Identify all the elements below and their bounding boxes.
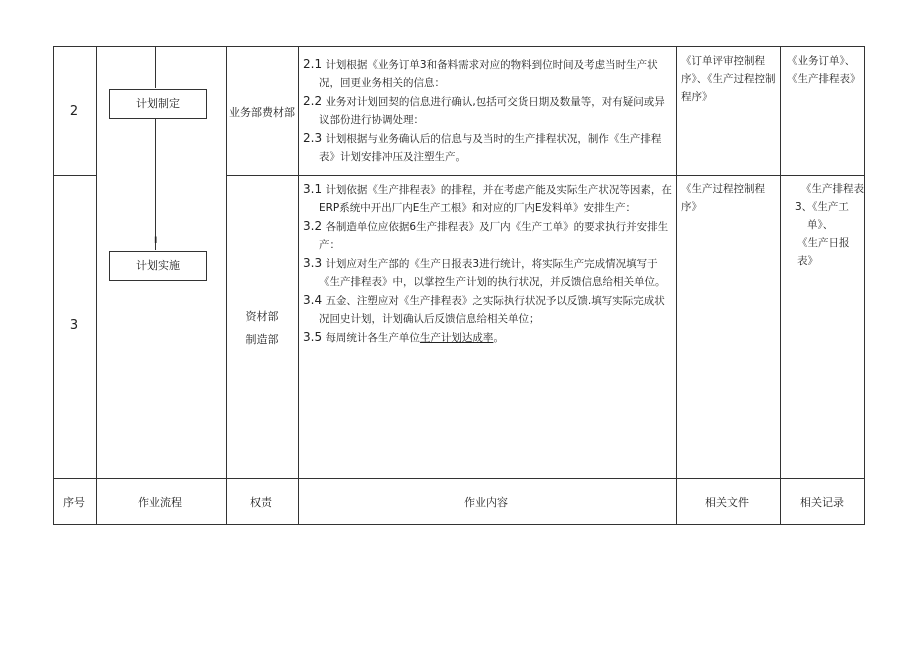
row-3-seq: 3 [69,318,79,333]
row-2-seq: 2 [69,104,79,119]
col-divider [780,47,781,524]
header-flow: 作业流程 [138,496,182,509]
content-item: 3.5 每周统计各生产单位生产计划达成率。 [303,330,504,344]
content-item: 2.3 计划根据与业务确认后的信息与及当时的生产排程状况，制作《生产排程表》计划安排冲压及注塑生产。 [303,131,662,163]
header-seq: 序号 [63,496,85,509]
flow-connector [155,46,156,88]
header-related-records: 相关记录 [800,496,844,509]
row-3-responsibility: 资材部 制造部 [245,310,279,346]
content-item: 2.1 计划根据《业务订单3和备料需求对应的物料到位时间及考虑当时生产状况，回更业务相关的信息： [303,57,658,89]
row-3-content [303,180,675,347]
row-2-related-records: 《业务订单》、《生产排程表》 [787,55,861,85]
row-3-related-records: 《生产排程表 3、《生产工 单》、 《生产日报表》 [795,183,864,267]
row-2-responsibility: 业务部费材部 [229,106,295,119]
content-item: 3.4 五金、注塑应对《生产排程表》之实际执行状况予以反馈.填写实际完成状况回史计划，计划确认后反馈信息给相关单位； [303,293,665,325]
row-divider [54,175,96,176]
header-responsibility: 权责 [250,496,272,509]
content-item: 3.1 计划依据《生产排程表》的排程，并在考虑产能及实际生产状况等因素，在ERP系统中开出厂内E生产工根》和对应的厂内E发料单》安排生产： [303,182,672,214]
header-content: 作业内容 [464,496,508,509]
content-item: 3.2 各制造单位应依据6生产排程表》及厂内《生产工单》的要求执行并安排生产： [303,219,669,251]
content-item: 3.3 计划应对生产部的《生产日报表3进行统计，将实际生产完成情况填写于《生产排程表》中，以掌控生产计划的执行状况，并反馈信息给相关单位。 [303,256,666,288]
col-divider [96,47,97,524]
flow-box-plan-make: 计划制定 [109,89,207,119]
flow-mark: I [154,236,158,246]
flow-connector [155,119,156,250]
col-divider [298,47,299,524]
row-divider [54,478,864,479]
flow-box-plan-execute: 计划实施 [109,251,207,281]
row-divider [226,175,864,176]
content-item: 2.2 业务对计划回契的信息进行确认,包括可交货日期及数量等，对有疑问或异议部份进行协调处理： [303,94,665,126]
row-3-related-files: 《生产过程控制程序》 [681,183,765,213]
col-divider [676,47,677,524]
row-2-related-files: 《订单评审控制程序》、《生产过程控制程序》 [681,55,776,103]
row-2-content [303,55,675,166]
header-related-files: 相关文件 [705,496,749,509]
